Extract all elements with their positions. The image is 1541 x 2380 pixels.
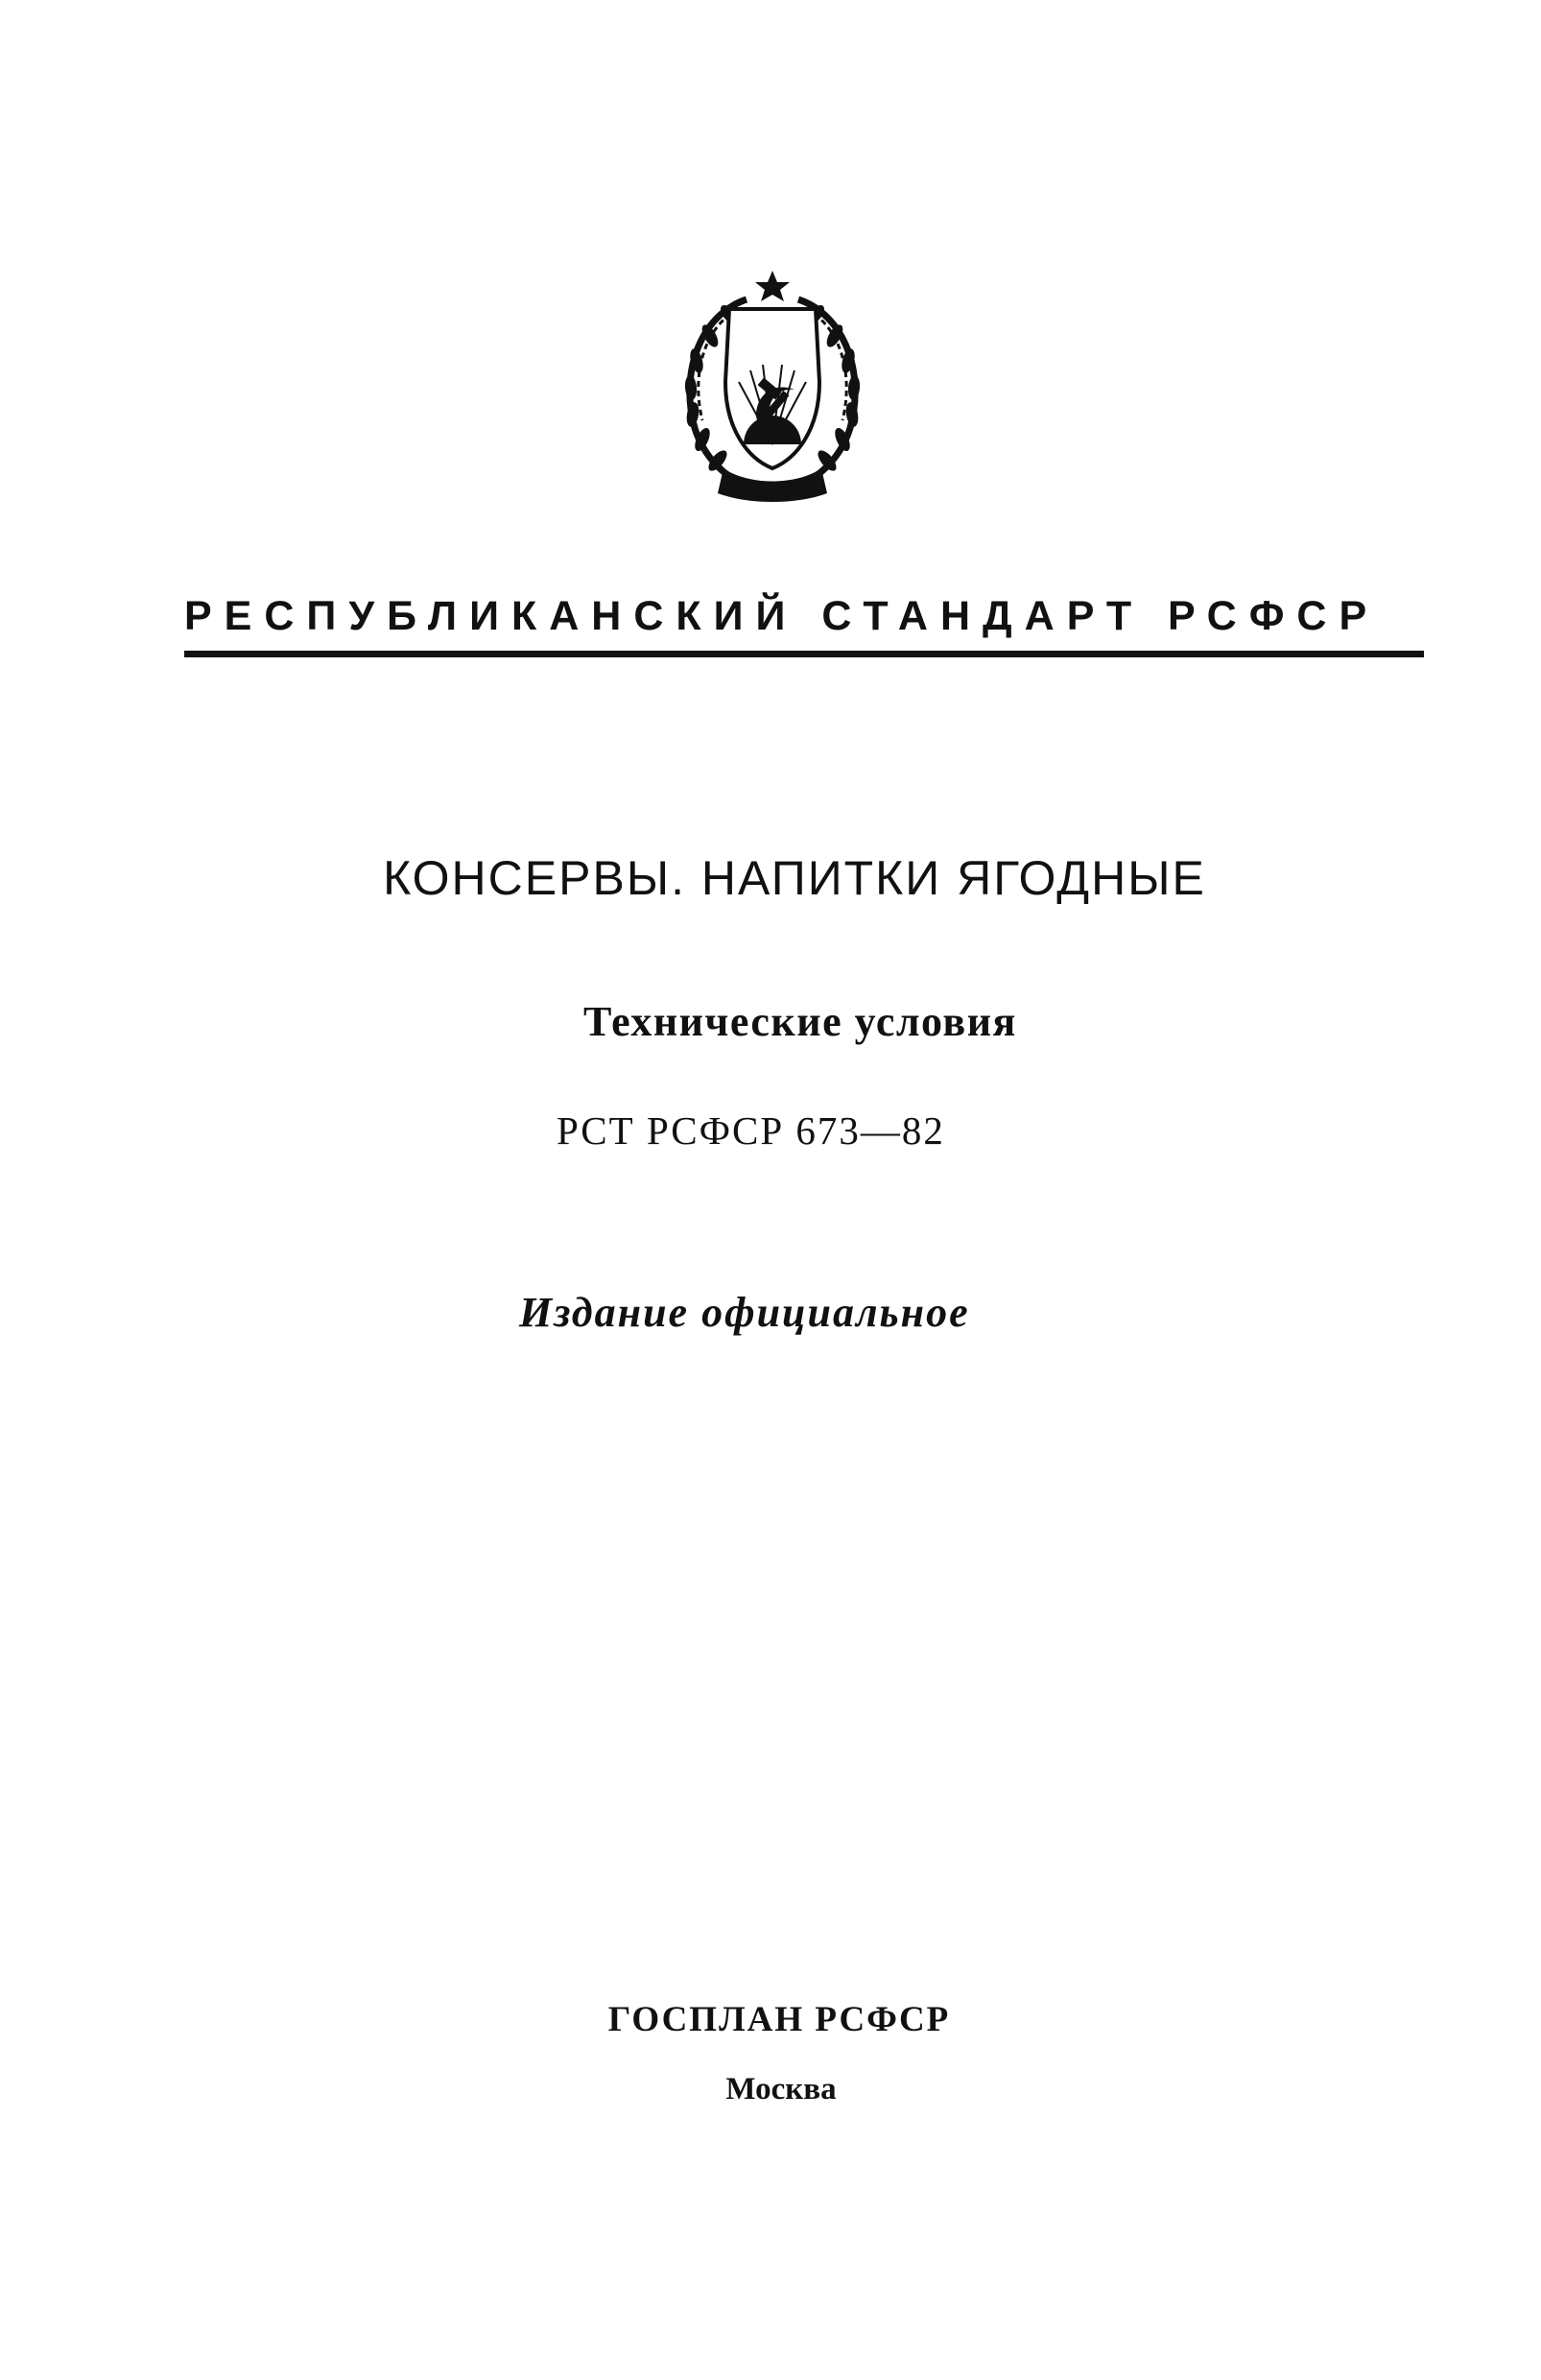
publication-city: Москва <box>725 2072 837 2106</box>
publisher-name: ГОСПЛАН РСФСР <box>607 2000 951 2039</box>
document-title: КОНСЕРВЫ. НАПИТКИ ЯГОДНЫЕ <box>383 851 1206 905</box>
header-divider <box>184 651 1424 657</box>
rsfsr-coat-of-arms-icon <box>662 267 883 507</box>
standard-header <box>184 587 1424 657</box>
standard-header-title: РЕСПУБЛИКАНСКИЙ СТАНДАРТ РСФСР <box>184 593 1380 639</box>
standard-designation: РСТ РСФСР 673—82 <box>557 1108 945 1153</box>
edition-note: Издание официальное <box>519 1289 970 1336</box>
document-subtitle: Технические условия <box>583 998 1017 1045</box>
